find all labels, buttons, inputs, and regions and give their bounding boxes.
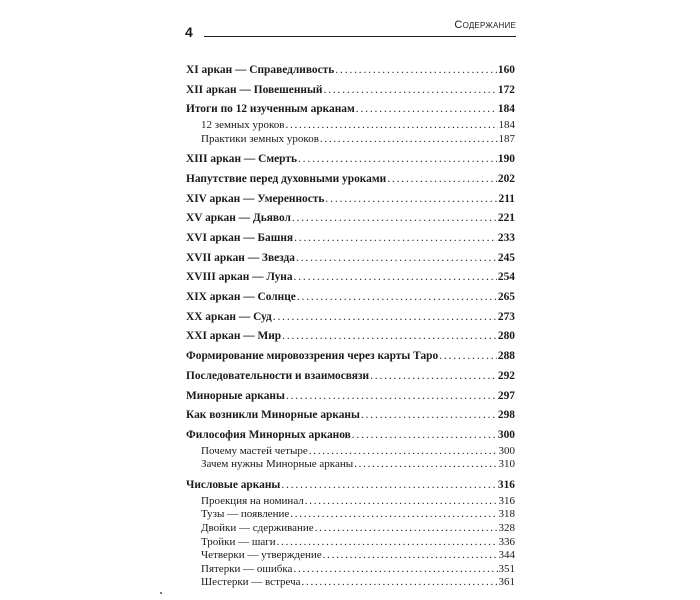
table-of-contents (186, 63, 515, 590)
toc-entry-title: Итоги по 12 изученным арканам (186, 103, 355, 116)
toc-entry (186, 152, 515, 166)
toc-entry-title: Тузы — появление (201, 508, 290, 521)
toc-entry-title: Практики земных уроков (201, 132, 319, 145)
dot-leader (286, 389, 497, 403)
toc-entry-title: XVII аркан — Звезда (186, 251, 295, 264)
toc-entry-title: XII аркан — Повешенный (186, 83, 323, 96)
toc-entry-title: XVIII аркан — Луна (186, 271, 293, 284)
toc-entry-page: 316 (498, 494, 515, 507)
toc-entry-title: XVI аркан — Башня (186, 232, 294, 244)
toc-entry-page: 233 (497, 232, 515, 244)
toc-entry-page: 318 (498, 508, 515, 521)
toc-entry-page: 344 (498, 549, 515, 562)
toc-entry (186, 83, 515, 97)
toc-subentry (186, 563, 515, 577)
toc-entry (186, 290, 515, 304)
toc-entry (186, 251, 515, 265)
toc-entry (186, 478, 515, 492)
toc-entry-title: Тройки — шаги (201, 535, 276, 548)
toc-entry-page: 297 (497, 389, 515, 402)
toc-subentry (186, 536, 515, 550)
dot-leader (305, 495, 498, 509)
dot-leader (439, 349, 497, 363)
toc-entry-title: XXI аркан — Мир (186, 330, 282, 343)
toc-entry-page: 160 (497, 64, 515, 76)
toc-entry-title: XX аркан — Суд (186, 310, 272, 323)
toc-entry-title: Зачем нужны Минорные арканы (201, 458, 354, 471)
toc-subentry (186, 549, 515, 563)
dot-leader (293, 563, 497, 577)
dot-leader (296, 251, 497, 265)
dot-leader (273, 310, 497, 324)
toc-entry-page: 265 (497, 291, 515, 304)
toc-entry-page: 254 (497, 271, 515, 284)
toc-entry (186, 369, 515, 383)
toc-entry (186, 349, 515, 363)
toc-entry (186, 231, 515, 245)
toc-entry-title: XIII аркан — Смерть (186, 153, 297, 166)
dot-leader (309, 445, 498, 459)
toc-entry-page: 245 (497, 251, 515, 264)
toc-subentry (186, 495, 515, 509)
toc-entry-page: 273 (497, 310, 515, 323)
toc-subentry (186, 119, 515, 133)
toc-entry-title: XV аркан — Дьявол (186, 212, 291, 225)
toc-entry-page: 172 (497, 83, 515, 96)
toc-entry-page: 280 (497, 330, 515, 343)
dot-leader (285, 119, 497, 133)
toc-entry-page: 361 (498, 576, 515, 589)
toc-entry-page: 184 (498, 119, 515, 132)
dot-leader (387, 172, 497, 186)
toc-entry-page: 351 (498, 562, 515, 575)
toc-entry-title: Двойки — сдерживание (201, 521, 314, 534)
toc-entry-title: XI аркан — Справедливость (186, 64, 335, 76)
dot-leader (302, 576, 498, 590)
toc-entry-title: Шестерки — встреча (201, 576, 301, 589)
dot-leader (370, 369, 497, 383)
toc-entry-title: Философия Минорных арканов (186, 428, 351, 441)
toc-entry (186, 329, 515, 343)
dot-leader (297, 290, 497, 304)
dot-leader (323, 549, 498, 563)
dot-leader (352, 428, 497, 442)
toc-entry (186, 63, 515, 77)
header-rule (204, 36, 516, 37)
toc-entry-page: 190 (497, 153, 515, 166)
dot-leader (320, 133, 498, 147)
toc-entry-title: Напутствие перед духовными уроками (186, 172, 387, 185)
toc-entry (186, 408, 515, 422)
toc-entry-page: 292 (497, 369, 515, 382)
page-number: 4 (185, 24, 193, 40)
toc-subentry (186, 458, 515, 472)
toc-entry-page: 316 (497, 478, 515, 491)
dot-leader (294, 270, 497, 284)
toc-entry-title: XIV аркан — Умеренность (186, 192, 325, 205)
toc-subentry (186, 133, 515, 147)
dot-leader (298, 152, 497, 166)
dot-leader (277, 536, 498, 550)
toc-entry (186, 310, 515, 324)
toc-entry-page: 202 (497, 172, 515, 185)
toc-entry-title: Как возникли Минорные арканы (186, 409, 360, 422)
dot-leader (281, 478, 497, 492)
dot-leader (325, 192, 497, 206)
toc-entry-title: Минорные арканы (186, 389, 285, 402)
toc-entry-page: 310 (498, 458, 515, 471)
toc-entry-title: Почему мастей четыре (201, 444, 308, 457)
toc-entry-title: Последовательности и взаимосвязи (186, 369, 370, 382)
toc-entry-page: 288 (497, 350, 515, 363)
toc-entry (186, 389, 515, 403)
dot-leader (335, 63, 497, 77)
toc-entry-title: Формирование мировоззрения через карты Таро (186, 350, 439, 363)
toc-entry-page: 300 (498, 444, 515, 457)
dot-leader (315, 522, 498, 536)
toc-entry-title: XIX аркан — Солнце (186, 291, 296, 304)
dot-leader (354, 458, 497, 472)
toc-entry-page: 298 (497, 409, 515, 422)
toc-entry-page: 187 (498, 132, 515, 145)
toc-entry-title: Четверки — утверждение (201, 549, 322, 562)
toc-entry (186, 270, 515, 284)
toc-entry-page: 328 (498, 521, 515, 534)
toc-subentry (186, 445, 515, 459)
scan-mark (160, 592, 162, 594)
toc-entry-title: Числовые арканы (186, 478, 281, 491)
toc-entry-page: 221 (497, 212, 515, 225)
toc-entry-page: 184 (497, 103, 515, 116)
dot-leader (282, 329, 497, 343)
toc-subentry (186, 522, 515, 536)
toc-entry (186, 102, 515, 116)
toc-entry-title: 12 земных уроков (201, 119, 285, 132)
running-title: Содержание (454, 19, 516, 31)
toc-entry-page: 211 (498, 192, 515, 205)
toc-entry-title: Пятерки — ошибка (201, 562, 293, 575)
toc-entry (186, 172, 515, 186)
dot-leader (361, 408, 497, 422)
toc-subentry (186, 508, 515, 522)
toc-entry-title: Проекция на номинал (201, 494, 304, 507)
toc-entry-page: 336 (498, 535, 515, 548)
dot-leader (292, 211, 497, 225)
toc-subentry (186, 576, 515, 590)
toc-entry (186, 192, 515, 206)
dot-leader (294, 231, 497, 245)
toc-entry (186, 428, 515, 442)
dot-leader (290, 508, 497, 522)
dot-leader (323, 83, 496, 97)
toc-entry-page: 300 (497, 428, 515, 441)
toc-entry (186, 211, 515, 225)
dot-leader (356, 102, 497, 116)
